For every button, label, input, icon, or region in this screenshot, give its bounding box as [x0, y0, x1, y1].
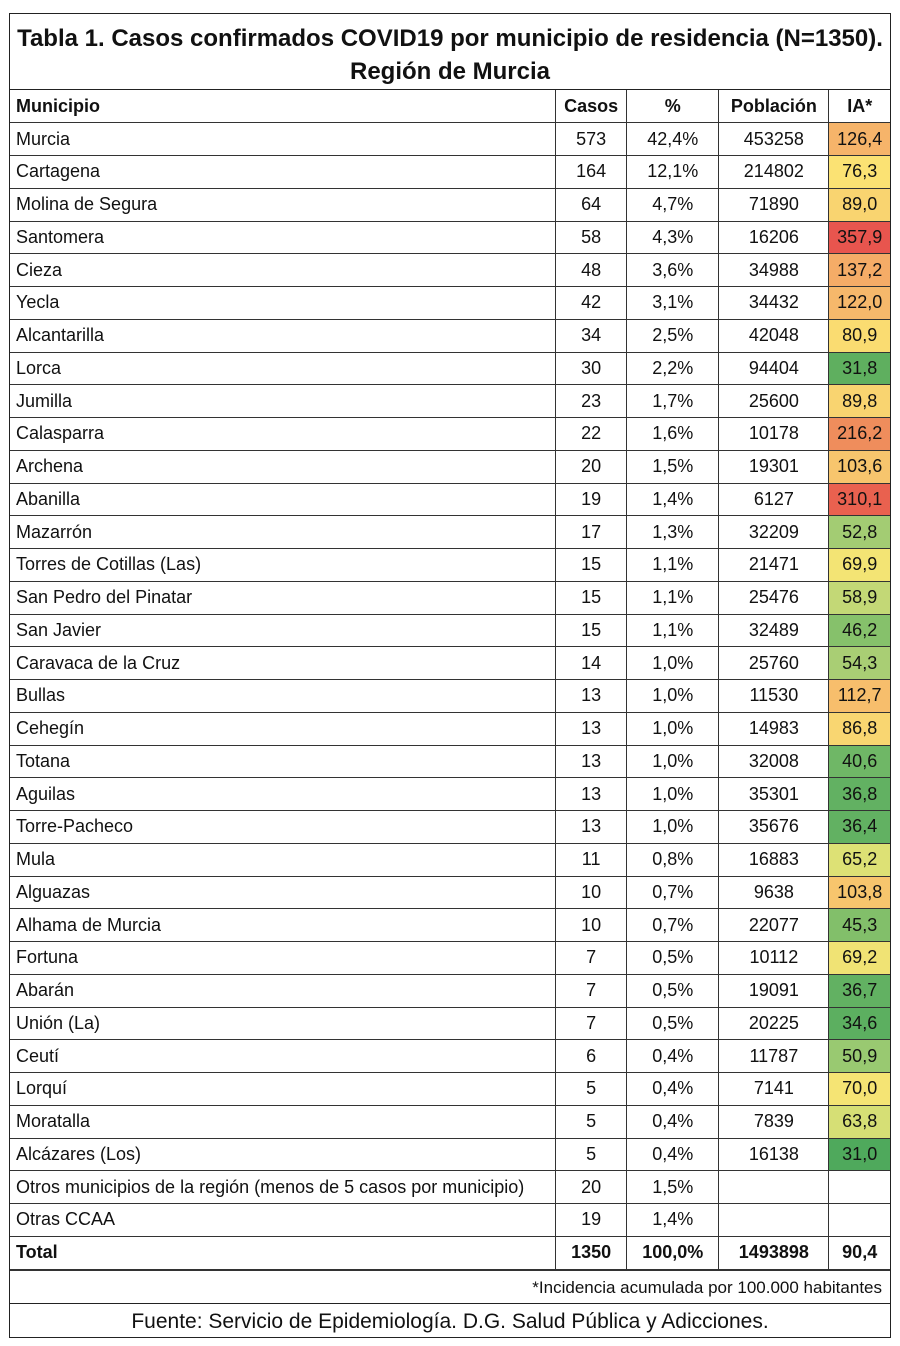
total-ia: 90,4 — [829, 1236, 890, 1269]
cell-ia: 80,9 — [829, 319, 890, 352]
total-pct: 100,0% — [627, 1236, 719, 1269]
table-row — [10, 614, 890, 647]
cell-ia: 69,9 — [829, 549, 890, 582]
table-row — [10, 287, 890, 320]
cell-ia: 69,2 — [829, 942, 890, 975]
cell-casos: 15 — [556, 581, 627, 614]
cell-poblacion: 6127 — [719, 483, 829, 516]
total-label: Total — [10, 1236, 556, 1269]
cell-ia: 70,0 — [829, 1073, 890, 1106]
cell-municipio: Cehegín — [10, 712, 556, 745]
table-row — [10, 745, 890, 778]
cell-ia: 46,2 — [829, 614, 890, 647]
cell-poblacion: 25600 — [719, 385, 829, 418]
cell-poblacion: 32008 — [719, 745, 829, 778]
cell-casos: 14 — [556, 647, 627, 680]
cell-poblacion — [719, 1204, 829, 1237]
cell-poblacion: 34988 — [719, 254, 829, 287]
cell-municipio: Alguazas — [10, 876, 556, 909]
cell-pct: 1,0% — [627, 647, 719, 680]
cell-pct: 42,4% — [627, 123, 719, 156]
cell-ia: 86,8 — [829, 712, 890, 745]
cell-municipio: Otras CCAA — [10, 1204, 556, 1237]
cell-poblacion: 7141 — [719, 1073, 829, 1106]
cell-pct: 0,5% — [627, 942, 719, 975]
cell-pct: 4,3% — [627, 221, 719, 254]
cell-casos: 13 — [556, 745, 627, 778]
cell-pct: 3,6% — [627, 254, 719, 287]
cell-poblacion: 21471 — [719, 549, 829, 582]
cell-poblacion: 32489 — [719, 614, 829, 647]
cell-poblacion: 19091 — [719, 974, 829, 1007]
header-municipio: Municipio — [10, 90, 556, 123]
cell-municipio: Abarán — [10, 974, 556, 1007]
cell-municipio: Torre-Pacheco — [10, 811, 556, 844]
cell-casos: 7 — [556, 974, 627, 1007]
cell-municipio: Mula — [10, 843, 556, 876]
cell-pct: 0,7% — [627, 876, 719, 909]
header-casos: Casos — [556, 90, 627, 123]
table-row — [10, 811, 890, 844]
cell-casos: 11 — [556, 843, 627, 876]
table-row — [10, 778, 890, 811]
table-row — [10, 876, 890, 909]
cell-poblacion: 42048 — [719, 319, 829, 352]
cell-poblacion: 7839 — [719, 1105, 829, 1138]
cell-municipio: Torres de Cotillas (Las) — [10, 549, 556, 582]
cell-casos: 17 — [556, 516, 627, 549]
title-line-2: Región de Murcia — [349, 58, 551, 85]
table-row — [10, 188, 890, 221]
table-row — [10, 352, 890, 385]
cell-ia: 54,3 — [829, 647, 890, 680]
cell-pct: 0,5% — [627, 974, 719, 1007]
table-row — [10, 418, 890, 451]
cell-ia: 112,7 — [829, 680, 890, 713]
cell-municipio: Jumilla — [10, 385, 556, 418]
cell-casos: 164 — [556, 156, 627, 189]
total-row — [10, 1236, 890, 1269]
cell-municipio: Aguilas — [10, 778, 556, 811]
cell-poblacion: 16206 — [719, 221, 829, 254]
table-row — [10, 712, 890, 745]
cell-municipio: Totana — [10, 745, 556, 778]
cell-pct: 1,1% — [627, 549, 719, 582]
cell-poblacion: 9638 — [719, 876, 829, 909]
cell-casos: 7 — [556, 942, 627, 975]
table-row — [10, 1073, 890, 1106]
cell-casos: 573 — [556, 123, 627, 156]
cell-casos: 64 — [556, 188, 627, 221]
cell-casos: 5 — [556, 1105, 627, 1138]
cell-ia: 63,8 — [829, 1105, 890, 1138]
cell-ia: 126,4 — [829, 123, 890, 156]
table-row — [10, 909, 890, 942]
cell-casos: 22 — [556, 418, 627, 451]
cell-municipio: Yecla — [10, 287, 556, 320]
table-row — [10, 254, 890, 287]
cell-ia — [829, 1171, 890, 1204]
table-title — [10, 14, 890, 90]
header-poblacion: Población — [719, 90, 829, 123]
header-pct: % — [627, 90, 719, 123]
cell-ia: 65,2 — [829, 843, 890, 876]
cell-casos: 20 — [556, 450, 627, 483]
table-row — [10, 942, 890, 975]
cell-pct: 1,5% — [627, 450, 719, 483]
cell-municipio: San Javier — [10, 614, 556, 647]
table-row — [10, 221, 890, 254]
cell-municipio: Unión (La) — [10, 1007, 556, 1040]
cell-ia: 58,9 — [829, 581, 890, 614]
cell-poblacion: 71890 — [719, 188, 829, 221]
cell-municipio: Santomera — [10, 221, 556, 254]
cell-ia: 40,6 — [829, 745, 890, 778]
table-row — [10, 1105, 890, 1138]
cell-poblacion: 14983 — [719, 712, 829, 745]
cell-ia: 50,9 — [829, 1040, 890, 1073]
cell-poblacion: 25476 — [719, 581, 829, 614]
cell-pct: 1,5% — [627, 1171, 719, 1204]
cell-municipio: Moratalla — [10, 1105, 556, 1138]
cell-pct: 1,6% — [627, 418, 719, 451]
cell-casos: 19 — [556, 483, 627, 516]
cell-municipio: Alcantarilla — [10, 319, 556, 352]
cell-municipio: Molina de Segura — [10, 188, 556, 221]
cell-casos: 5 — [556, 1138, 627, 1171]
cell-pct: 4,7% — [627, 188, 719, 221]
cell-municipio: Archena — [10, 450, 556, 483]
cell-ia: 122,0 — [829, 287, 890, 320]
cell-municipio: Alcázares (Los) — [10, 1138, 556, 1171]
cell-ia: 89,0 — [829, 188, 890, 221]
cell-ia: 31,8 — [829, 352, 890, 385]
cell-pct: 1,1% — [627, 581, 719, 614]
table-row — [10, 1204, 890, 1237]
cell-municipio: Caravaca de la Cruz — [10, 647, 556, 680]
cell-ia: 36,8 — [829, 778, 890, 811]
cell-ia: 45,3 — [829, 909, 890, 942]
cell-municipio: Murcia — [10, 123, 556, 156]
cell-municipio: Lorca — [10, 352, 556, 385]
cell-pct: 1,4% — [627, 483, 719, 516]
cell-municipio: Cartagena — [10, 156, 556, 189]
cell-poblacion: 25760 — [719, 647, 829, 680]
cell-pct: 1,0% — [627, 745, 719, 778]
cell-pct: 0,8% — [627, 843, 719, 876]
cell-casos: 23 — [556, 385, 627, 418]
table-body — [10, 123, 890, 1237]
cell-casos: 13 — [556, 680, 627, 713]
cell-pct: 1,0% — [627, 712, 719, 745]
cell-pct: 12,1% — [627, 156, 719, 189]
cell-casos: 10 — [556, 876, 627, 909]
cell-casos: 13 — [556, 811, 627, 844]
cell-casos: 30 — [556, 352, 627, 385]
cell-poblacion: 94404 — [719, 352, 829, 385]
cell-pct: 3,1% — [627, 287, 719, 320]
header-ia: IA* — [829, 90, 890, 123]
cell-ia: 137,2 — [829, 254, 890, 287]
cell-municipio: Fortuna — [10, 942, 556, 975]
table-row — [10, 483, 890, 516]
cell-municipio: Abanilla — [10, 483, 556, 516]
total-poblacion: 1493898 — [719, 1236, 829, 1269]
title-line-1: Tabla 1. Casos confirmados COVID19 por municipio de residencia (N=1350). — [17, 25, 883, 52]
table-row — [10, 123, 890, 156]
cell-municipio: Alhama de Murcia — [10, 909, 556, 942]
source-line: Fuente: Servicio de Epidemiología. D.G. Salud Pública y Adicciones. — [10, 1303, 890, 1340]
cell-ia: 357,9 — [829, 221, 890, 254]
cell-pct: 1,1% — [627, 614, 719, 647]
table-row — [10, 450, 890, 483]
cell-poblacion: 22077 — [719, 909, 829, 942]
cell-municipio: Otros municipios de la región (menos de 5 casos por municipio) — [10, 1171, 556, 1204]
cell-poblacion: 10112 — [719, 942, 829, 975]
table-row — [10, 680, 890, 713]
table-row — [10, 1007, 890, 1040]
footnote: *Incidencia acumulada por 100.000 habitantes — [10, 1270, 890, 1303]
cell-municipio: Mazarrón — [10, 516, 556, 549]
cell-casos: 10 — [556, 909, 627, 942]
cell-casos: 7 — [556, 1007, 627, 1040]
table-row — [10, 385, 890, 418]
cell-ia: 103,8 — [829, 876, 890, 909]
table-row — [10, 1138, 890, 1171]
cell-poblacion: 19301 — [719, 450, 829, 483]
cell-poblacion: 35676 — [719, 811, 829, 844]
cell-pct: 0,5% — [627, 1007, 719, 1040]
cell-poblacion: 11787 — [719, 1040, 829, 1073]
table-row — [10, 549, 890, 582]
cell-casos: 58 — [556, 221, 627, 254]
cell-poblacion: 11530 — [719, 680, 829, 713]
cell-pct: 1,3% — [627, 516, 719, 549]
cell-poblacion: 32209 — [719, 516, 829, 549]
cell-pct: 1,0% — [627, 778, 719, 811]
cell-municipio: San Pedro del Pinatar — [10, 581, 556, 614]
cell-ia: 103,6 — [829, 450, 890, 483]
cell-poblacion — [719, 1171, 829, 1204]
cell-poblacion: 10178 — [719, 418, 829, 451]
total-casos: 1350 — [556, 1236, 627, 1269]
cell-ia: 34,6 — [829, 1007, 890, 1040]
cell-municipio: Ceutí — [10, 1040, 556, 1073]
cell-ia: 31,0 — [829, 1138, 890, 1171]
cell-casos: 15 — [556, 614, 627, 647]
table-row — [10, 1171, 890, 1204]
cell-ia: 216,2 — [829, 418, 890, 451]
cell-casos: 19 — [556, 1204, 627, 1237]
cell-casos: 42 — [556, 287, 627, 320]
cell-ia: 36,4 — [829, 811, 890, 844]
cell-pct: 1,7% — [627, 385, 719, 418]
cell-municipio: Bullas — [10, 680, 556, 713]
header-row — [10, 90, 890, 123]
cell-casos: 20 — [556, 1171, 627, 1204]
cell-pct: 2,2% — [627, 352, 719, 385]
table-row — [10, 843, 890, 876]
cell-poblacion: 16883 — [719, 843, 829, 876]
cell-pct: 0,4% — [627, 1138, 719, 1171]
table-row — [10, 319, 890, 352]
cell-municipio: Cieza — [10, 254, 556, 287]
table-row — [10, 581, 890, 614]
cell-casos: 5 — [556, 1073, 627, 1106]
cell-municipio: Calasparra — [10, 418, 556, 451]
cell-poblacion: 20225 — [719, 1007, 829, 1040]
table-row — [10, 974, 890, 1007]
table-row — [10, 647, 890, 680]
cell-municipio: Lorquí — [10, 1073, 556, 1106]
cell-poblacion: 34432 — [719, 287, 829, 320]
cell-poblacion: 453258 — [719, 123, 829, 156]
cell-casos: 13 — [556, 778, 627, 811]
cell-poblacion: 16138 — [719, 1138, 829, 1171]
cell-casos: 15 — [556, 549, 627, 582]
covid-table-frame — [9, 13, 891, 1338]
cell-pct: 1,0% — [627, 811, 719, 844]
cell-casos: 13 — [556, 712, 627, 745]
cell-ia — [829, 1204, 890, 1237]
table-row — [10, 516, 890, 549]
cases-table — [10, 90, 890, 1270]
cell-ia: 76,3 — [829, 156, 890, 189]
cell-pct: 1,0% — [627, 680, 719, 713]
cell-ia: 52,8 — [829, 516, 890, 549]
cell-poblacion: 214802 — [719, 156, 829, 189]
cell-casos: 6 — [556, 1040, 627, 1073]
cell-pct: 0,4% — [627, 1105, 719, 1138]
cell-pct: 2,5% — [627, 319, 719, 352]
cell-pct: 0,7% — [627, 909, 719, 942]
table-row — [10, 1040, 890, 1073]
cell-poblacion: 35301 — [719, 778, 829, 811]
cell-ia: 36,7 — [829, 974, 890, 1007]
table-row — [10, 156, 890, 189]
cell-ia: 310,1 — [829, 483, 890, 516]
cell-ia: 89,8 — [829, 385, 890, 418]
cell-casos: 48 — [556, 254, 627, 287]
cell-pct: 0,4% — [627, 1073, 719, 1106]
cell-casos: 34 — [556, 319, 627, 352]
cell-pct: 0,4% — [627, 1040, 719, 1073]
cell-pct: 1,4% — [627, 1204, 719, 1237]
